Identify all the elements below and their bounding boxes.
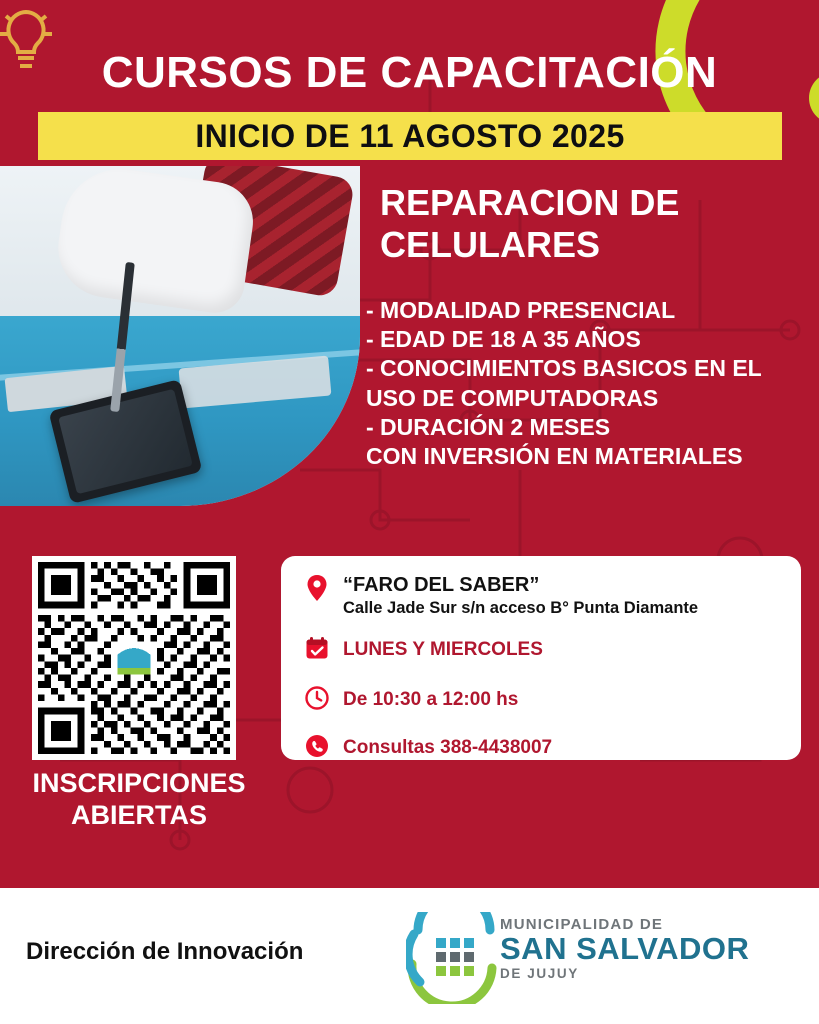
location-row — [305, 574, 785, 618]
phone-icon — [305, 734, 331, 762]
place-name: “FARO DEL SABER” — [343, 574, 540, 596]
clock-icon — [305, 686, 331, 714]
registration-open-text: INSCRIPCIONES ABIERTAS — [32, 768, 246, 830]
logo-line-de-jujuy: DE JUJUY — [500, 966, 579, 981]
page-title: CURSOS DE CAPACITACIÓN — [101, 48, 718, 97]
qr-code-icon[interactable] — [32, 556, 236, 760]
requirement-item: - EDAD DE 18 A 35 AÑOS — [366, 326, 641, 353]
start-date-banner — [38, 112, 782, 160]
department-name: Dirección de Innovación — [26, 938, 304, 965]
days-text: LUNES Y MIERCOLES — [343, 639, 543, 660]
municipality-logo-text — [500, 916, 749, 981]
phone-text: Consultas 388-4438007 — [343, 737, 553, 758]
course-requirements-list — [366, 296, 806, 471]
requirement-item: - MODALIDAD PRESENCIAL — [366, 297, 676, 323]
calendar-icon — [305, 636, 331, 664]
days-row — [305, 636, 543, 664]
logo-line-san-salvador: SAN SALVADOR — [500, 931, 750, 966]
hours-row — [305, 686, 518, 714]
location-pin-icon — [305, 574, 331, 602]
course-photo — [0, 166, 360, 506]
logo-line-municipalidad: MUNICIPALIDAD DE — [500, 916, 664, 933]
course-title: REPARACION DE CELULARES — [380, 182, 680, 266]
requirement-item: - DURACIÓN 2 MESES — [366, 413, 611, 440]
start-date-text: INICIO DE 11 AGOSTO 2025 — [195, 117, 625, 154]
phone-row — [305, 734, 552, 762]
requirement-item: - CONOCIMIENTOS BASICOS EN EL USO DE COMPUTADORAS — [366, 355, 762, 411]
contact-info-card — [281, 556, 801, 760]
hours-text: De 10:30 a 12:00 hs — [343, 689, 519, 710]
place-address: Calle Jade Sur s/n acceso B° Punta Diamante — [343, 599, 699, 617]
requirement-item: CON INVERSIÓN EN MATERIALES — [366, 443, 743, 470]
qr-code-graphic — [38, 562, 230, 754]
